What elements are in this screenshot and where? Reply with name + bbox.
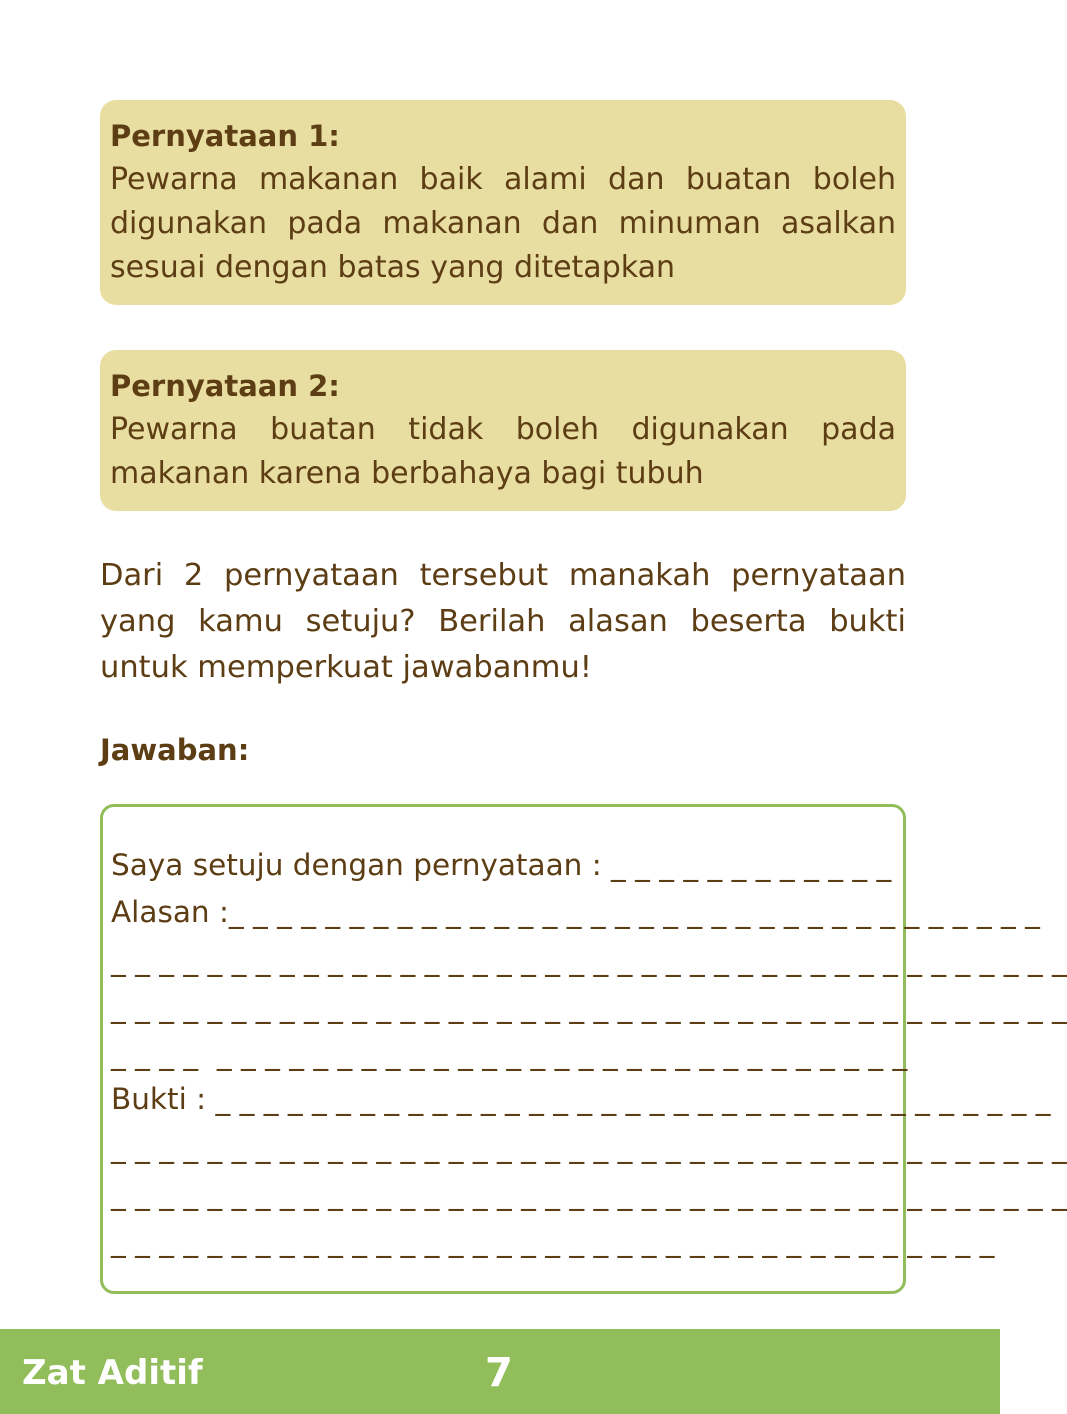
footer-bar — [0, 1329, 1000, 1414]
answer-line-blank[interactable]: _ _ _ _ _ _ _ _ _ _ _ _ _ _ _ _ _ _ _ _ _ _ _ _ _ _ _ _ _ _ _ _ _ _ _ _ _ _ _ _ — [111, 1130, 1067, 1164]
answer-line-blank[interactable]: _ _ _ _ _ _ _ _ _ _ _ _ _ _ _ _ _ _ _ _ _ _ _ _ _ _ _ _ _ _ _ _ _ _ _ _ _ _ _ _ — [111, 943, 1067, 977]
statement-2-title: Pernyataan 2: — [110, 369, 340, 403]
answer-line-evidence[interactable]: Bukti : _ _ _ _ _ _ _ _ _ _ _ _ _ _ _ _ _ _ _ _ _ _ _ _ _ _ _ _ _ _ _ _ _ _ _ — [111, 1082, 1051, 1116]
statement-1-text: Pewarna makanan baik alami dan buatan boleh digunakan pada makanan dan minuman asalkan sesuai dengan batas yang ditetapkan — [110, 162, 896, 285]
answer-line-blank[interactable]: _ _ _ _ _ _ _ _ _ _ _ _ _ _ _ _ _ _ _ _ _ _ _ _ _ _ _ _ _ _ _ _ _ — [111, 1037, 908, 1071]
answer-line-blank[interactable]: _ _ _ _ _ _ _ _ _ _ _ _ _ _ _ _ _ _ _ _ _ _ _ _ _ _ _ _ _ _ _ _ _ _ _ _ _ — [111, 1224, 995, 1258]
statement-1-title: Pernyataan 1: — [110, 119, 340, 153]
answer-box[interactable] — [100, 804, 1067, 1294]
statement-1-box — [100, 100, 906, 305]
answer-line-reason[interactable]: Alasan :_ _ _ _ _ _ _ _ _ _ _ _ _ _ _ _ _ _ _ _ _ _ _ _ _ _ _ _ _ _ _ _ _ _ — [111, 895, 1040, 929]
answer-heading: Jawaban: — [100, 733, 250, 767]
footer-title: Zat Aditif — [22, 1353, 203, 1393]
answer-line-agree[interactable]: Saya setuju dengan pernyataan : _ _ _ _ _ _ _ _ _ _ _ _ — [111, 848, 892, 882]
page-number: 7 — [485, 1350, 513, 1396]
statement-2-text: Pewarna buatan tidak boleh digunakan pada makanan karena berbahaya bagi tubuh — [110, 412, 896, 491]
statement-2-box — [100, 350, 906, 511]
answer-line-blank[interactable]: _ _ _ _ _ _ _ _ _ _ _ _ _ _ _ _ _ _ _ _ _ _ _ _ _ _ _ _ _ _ _ _ _ _ _ _ _ _ _ _ — [111, 990, 1067, 1024]
question-text: Dari 2 pernyataan tersebut manakah pernyataan yang kamu setuju? Berilah alasan beserta bukti untuk memperkuat jawabanmu! — [100, 558, 906, 685]
answer-line-blank[interactable]: _ _ _ _ _ _ _ _ _ _ _ _ _ _ _ _ _ _ _ _ _ _ _ _ _ _ _ _ _ _ _ _ _ _ _ _ _ _ _ _ — [111, 1177, 1067, 1211]
